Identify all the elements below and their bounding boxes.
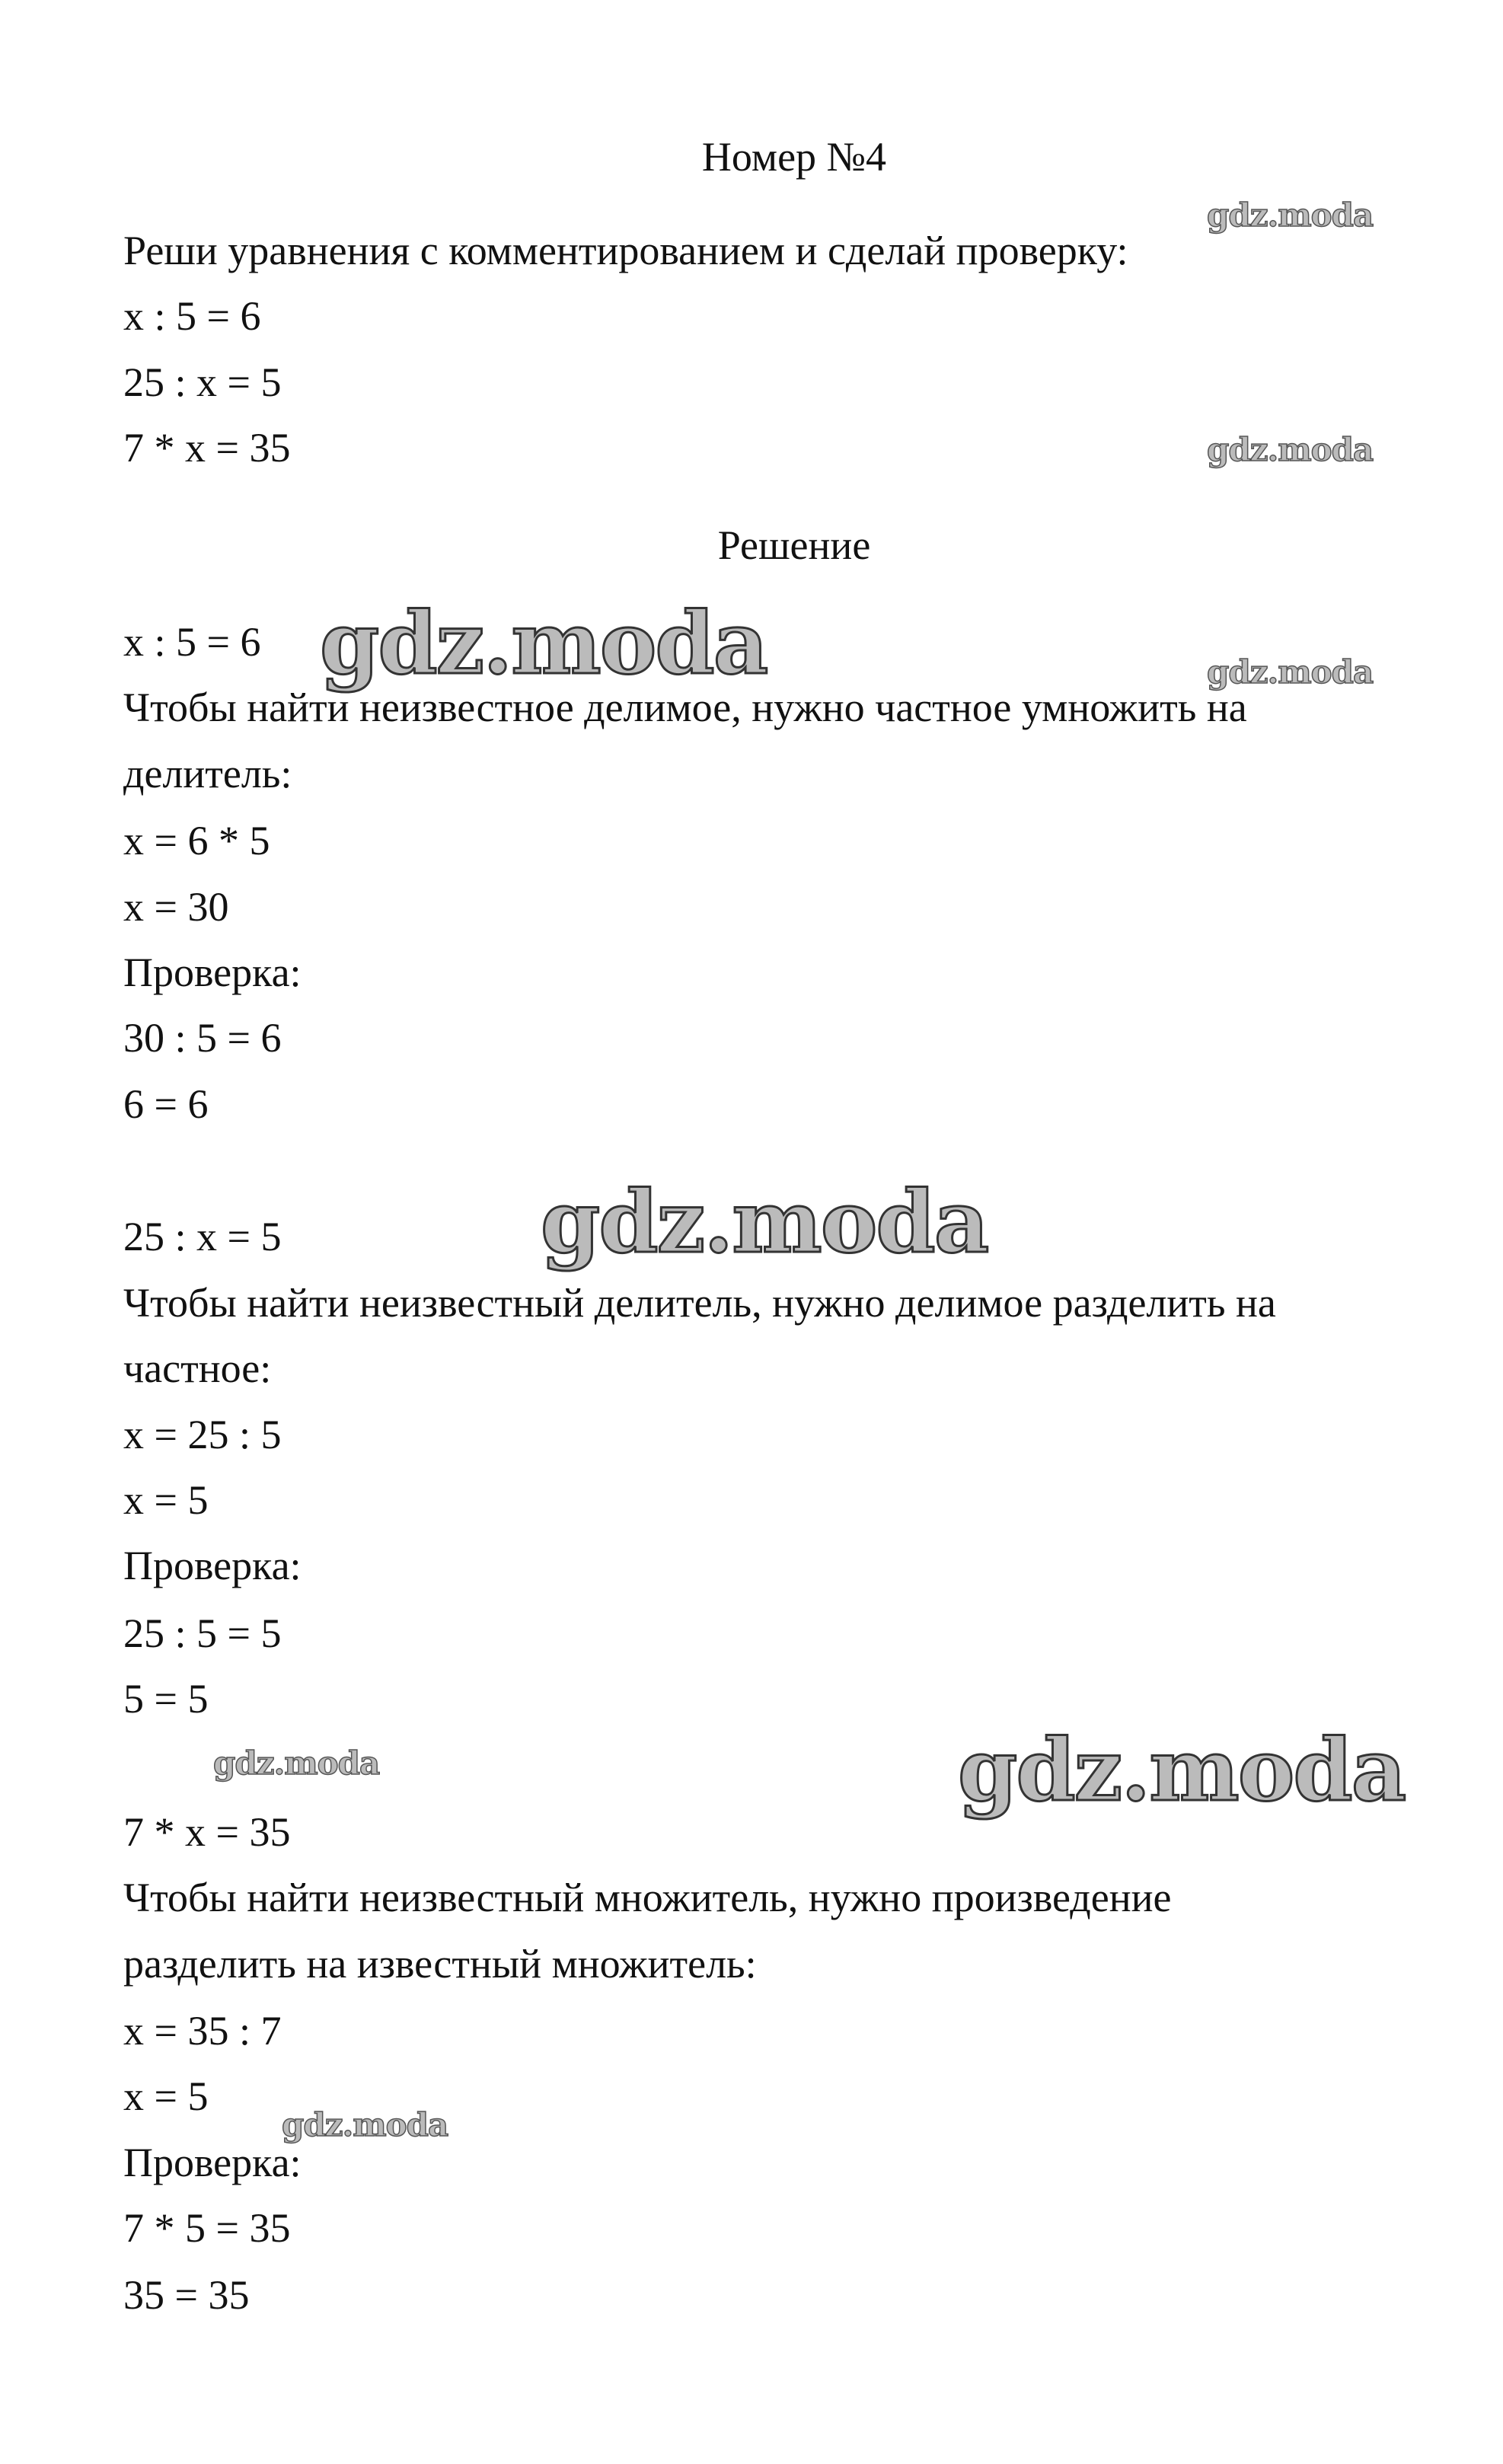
task-equation: x : 5 = 6 [123,293,261,339]
check-step: 6 = 6 [123,1081,209,1127]
solution-rule: частное: [123,1345,272,1391]
solution-equation: 25 : x = 5 [123,1214,282,1259]
check-step: 25 : 5 = 5 [123,1610,282,1656]
check-label: Проверка: [123,1543,302,1588]
solution-step: x = 5 [123,2073,209,2119]
solution-equation: x : 5 = 6 [123,619,261,665]
solution-step: x = 30 [123,884,229,930]
watermark: gdz.moda [1207,653,1374,691]
solution-rule: Чтобы найти неизвестный множитель, нужно произведение [123,1875,1172,1920]
solution-heading: Решение [717,522,871,568]
solution-rule: разделить на известный множитель: [123,1941,757,1987]
page-title: Номер №4 [701,134,887,180]
watermark: gdz.moda [1207,196,1374,234]
watermark: gdz.moda [1207,431,1374,468]
watermark: gdz.moda [320,594,767,694]
check-label: Проверка: [123,2140,302,2185]
watermark: gdz.moda [282,2106,448,2143]
check-step: 5 = 5 [123,1676,209,1722]
solution-step: x = 25 : 5 [123,1412,282,1457]
solution-equation: 7 * x = 35 [123,1809,291,1855]
check-label: Проверка: [123,950,302,995]
watermark: gdz.moda [213,1744,380,1782]
solution-step: x = 5 [123,1477,209,1523]
task-equation: 25 : x = 5 [123,359,282,405]
watermark: gdz.moda [541,1173,988,1272]
solution-rule: делитель: [123,751,292,796]
solution-rule: Чтобы найти неизвестный делитель, нужно делимое разделить на [123,1280,1276,1326]
solution-rule: Чтобы найти неизвестное делимое, нужно частное умножить на [123,685,1247,730]
check-step: 35 = 35 [123,2272,250,2318]
watermark: gdz.moda [958,1721,1406,1821]
task-prompt: Реши уравнения с комментированием и сделай проверку: [123,228,1128,273]
check-step: 30 : 5 = 6 [123,1015,282,1061]
solution-step: x = 35 : 7 [123,2008,282,2054]
check-step: 7 * 5 = 35 [123,2205,291,2251]
solution-step: x = 6 * 5 [123,818,270,863]
task-equation: 7 * x = 35 [123,425,291,471]
